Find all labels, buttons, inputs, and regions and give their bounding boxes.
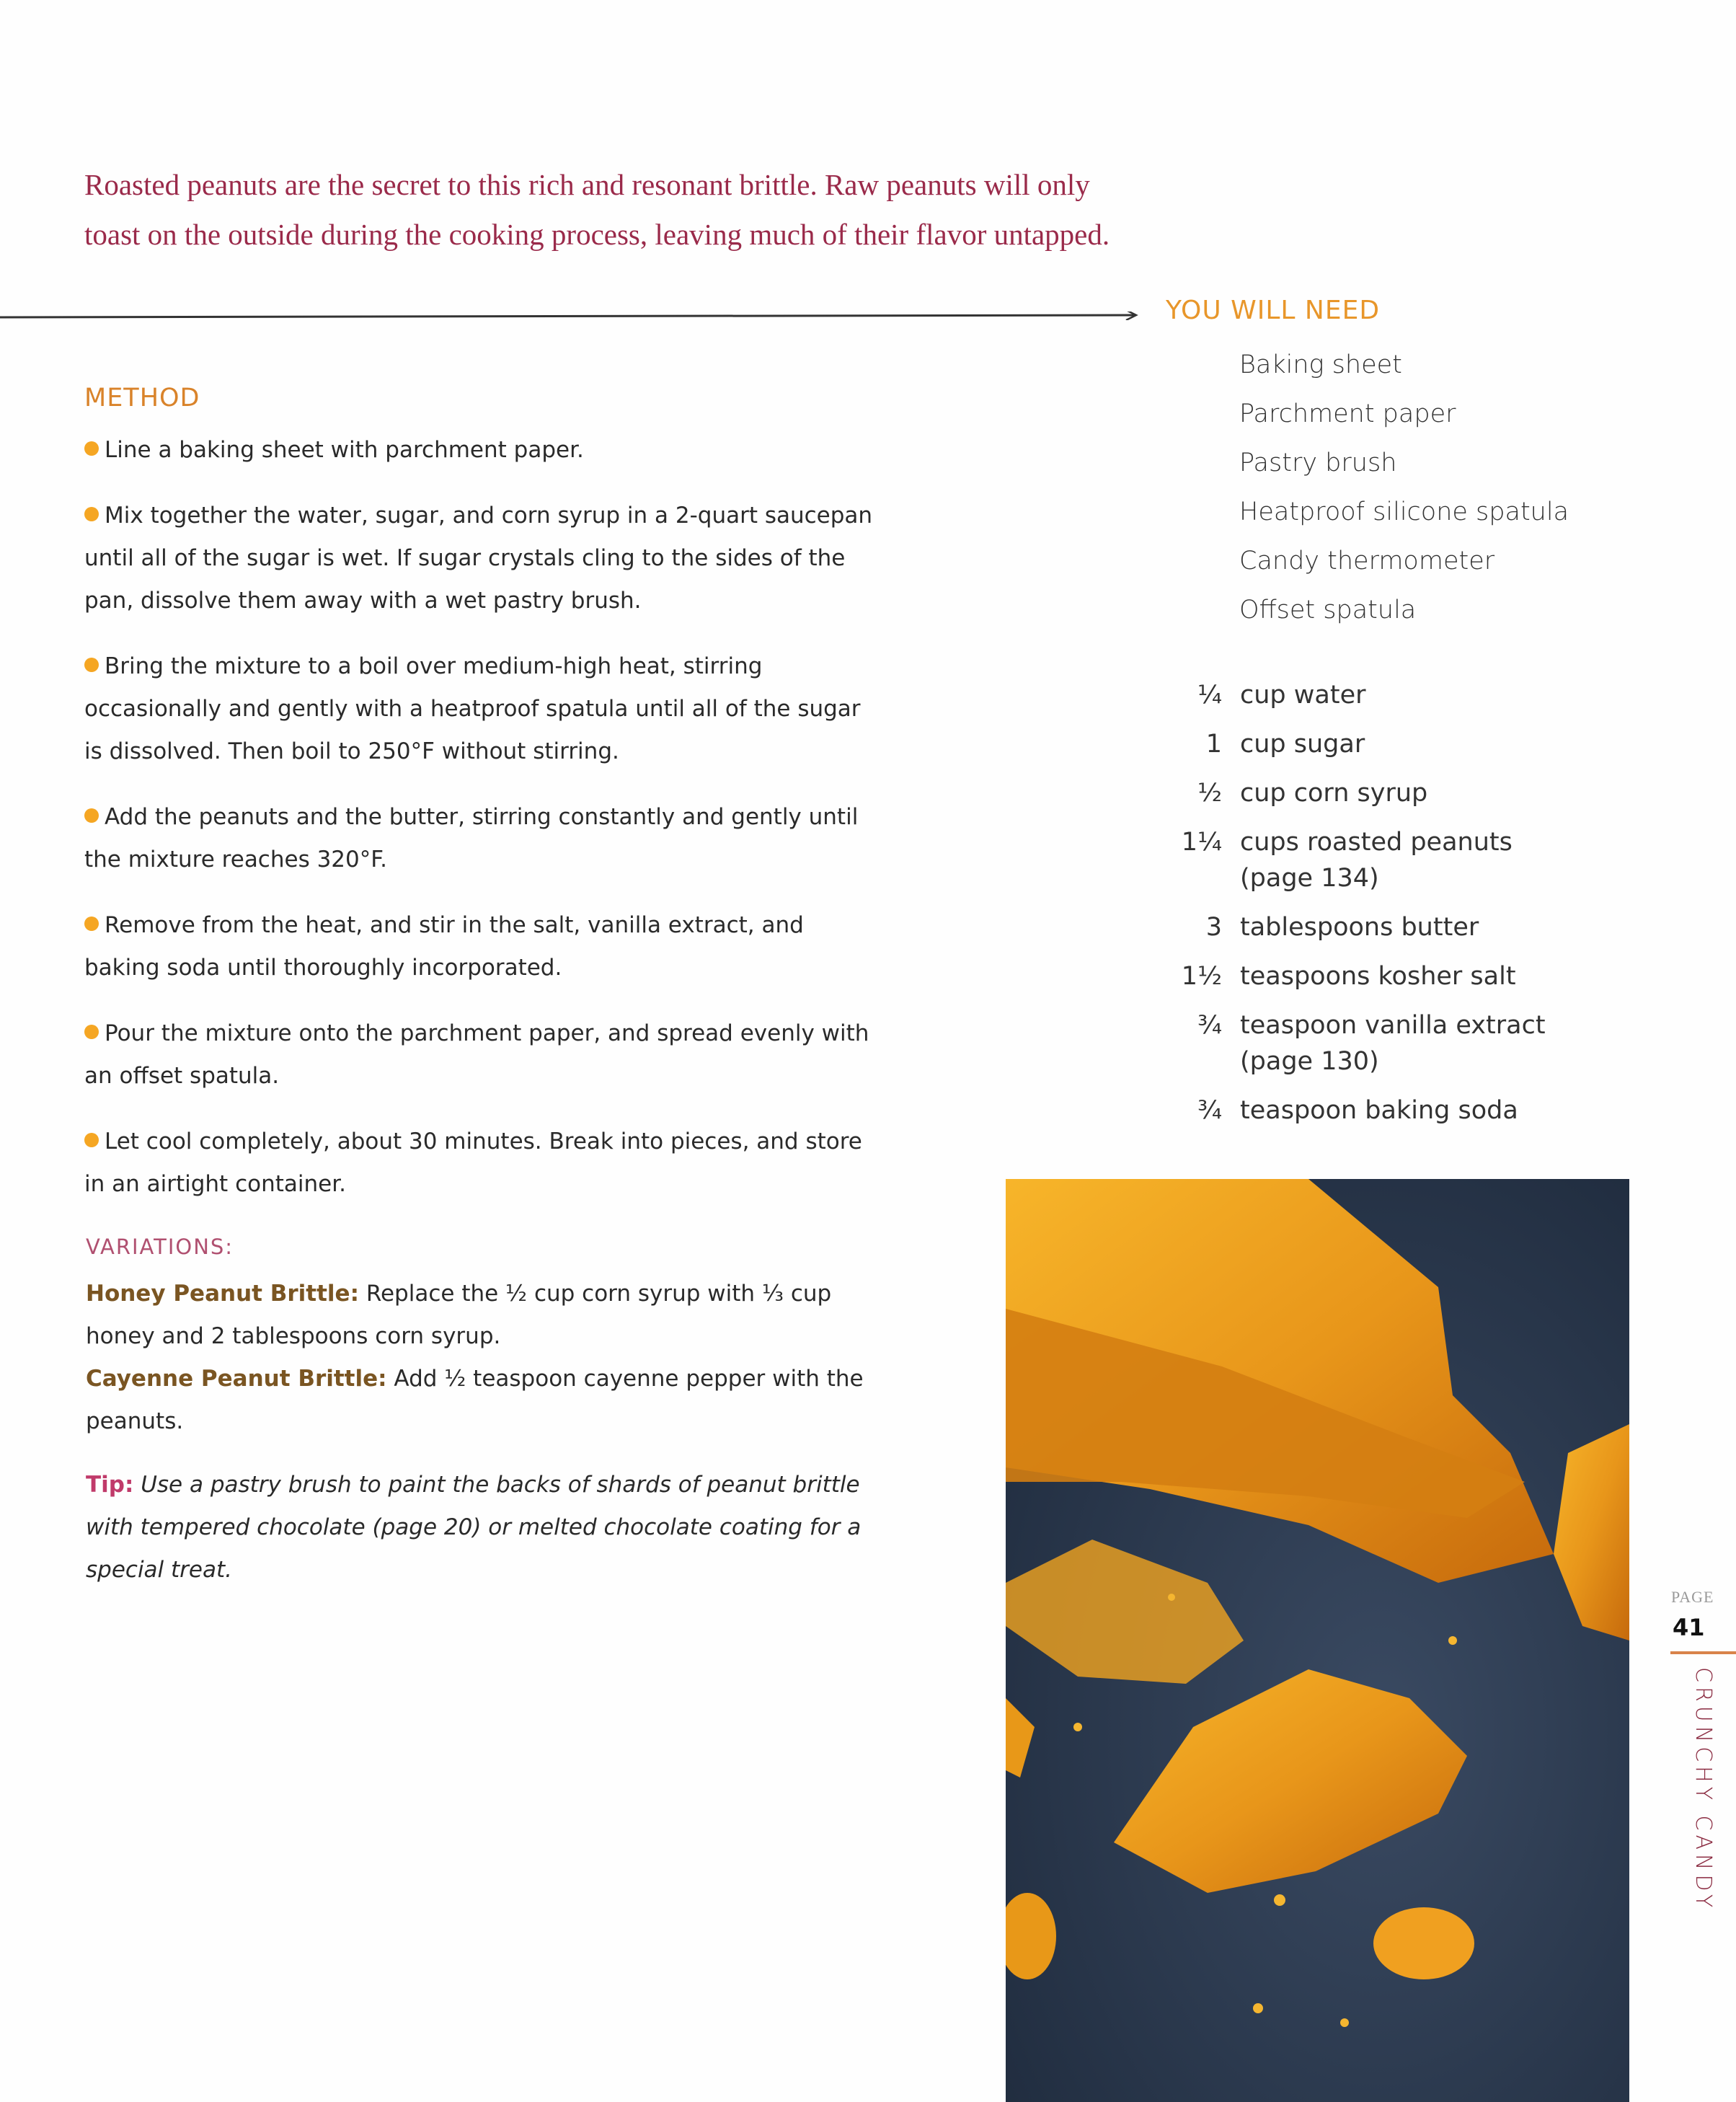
variations-list	[86, 1273, 886, 1443]
method-step	[84, 796, 885, 881]
arrow-rule	[0, 312, 1139, 320]
method-steps	[84, 429, 885, 1229]
ingredient-qty: ¾	[1197, 1096, 1222, 1125]
ingredient-qty: ½	[1197, 779, 1222, 808]
bullet-icon	[84, 1133, 99, 1147]
method-step	[84, 495, 885, 622]
tool-item: Pastry brush	[1239, 449, 1397, 477]
step-text: Pour the mixture onto the parchment paper, and spread evenly with an offset spatula.	[84, 1020, 869, 1089]
page-label: PAGE	[1671, 1588, 1714, 1606]
variations-heading: VARIATIONS:	[86, 1235, 234, 1259]
step-text: Remove from the heat, and stir in the salt, vanilla extract, and baking soda until thoroughly incorporated.	[84, 912, 804, 981]
method-step	[84, 904, 885, 989]
method-step	[84, 429, 885, 472]
ingredient-qty: ¾	[1197, 1011, 1222, 1040]
ingredient-qty: 3	[1205, 913, 1222, 942]
you-will-need-heading: YOU WILL NEED	[1166, 296, 1381, 325]
ingredient-name: cup corn syrup	[1240, 779, 1428, 808]
step-text: Bring the mixture to a boil over medium-high heat, stirring occasionally and gently with a heatproof spatula until all of the sugar is dissolved. Then boil to 250°F without stirring.	[84, 653, 861, 764]
tool-item: Candy thermometer	[1239, 547, 1495, 575]
step-text: Add the peanuts and the butter, stirring constantly and gently until the mixture reaches 320°F.	[84, 804, 859, 873]
tool-item: Baking sheet	[1239, 350, 1402, 379]
ingredient-item	[1153, 903, 1615, 952]
step-text: Mix together the water, sugar, and corn syrup in a 2-quart saucepan until all of the sugar is wet. If sugar crystals cling to the sides of the pan, dissolve them away with a wet pastry brush.	[84, 503, 873, 614]
variation-item	[86, 1273, 886, 1358]
ingredient-name: teaspoon vanilla extract (page 130)	[1240, 1011, 1546, 1076]
bullet-icon	[84, 808, 99, 823]
ingredient-qty: ¼	[1197, 681, 1222, 710]
tool-item: Heatproof silicone spatula	[1239, 498, 1569, 526]
ingredient-item	[1153, 769, 1615, 818]
page-divider	[1670, 1651, 1736, 1654]
variation-text: Add ½ teaspoon cayenne pepper with the peanuts.	[86, 1366, 864, 1434]
bullet-icon	[84, 441, 99, 456]
bullet-icon	[84, 1025, 99, 1039]
tool-item: Offset spatula	[1239, 596, 1417, 624]
bullet-icon	[84, 507, 99, 521]
intro-paragraph: Roasted peanuts are the secret to this rich and resonant brittle. Raw peanuts will only toast on the outside during the cooking process, leaving much of their flavor untapped.	[84, 168, 1110, 251]
ingredient-item	[1153, 1086, 1615, 1135]
ingredients-list	[1153, 671, 1615, 1135]
photo-illustration	[1006, 1179, 1629, 2102]
ingredient-item	[1153, 952, 1615, 1001]
tools-list	[1239, 340, 1569, 635]
method-heading: METHOD	[84, 384, 200, 412]
method-step	[84, 1121, 885, 1206]
tool-item: Parchment paper	[1239, 399, 1456, 428]
ingredient-item	[1153, 671, 1615, 720]
method-step	[84, 1012, 885, 1098]
ingredient-qty: 1¼	[1181, 828, 1222, 857]
section-title: CRUNCHY CANDY	[1691, 1667, 1716, 1912]
ingredient-name: cups roasted peanuts (page 134)	[1240, 828, 1513, 893]
step-text: Let cool completely, about 30 minutes. Break into pieces, and store in an airtight container.	[84, 1129, 862, 1197]
ingredient-name: cup sugar	[1240, 730, 1365, 759]
tip-text: Use a pastry brush to paint the backs of shards of peanut brittle with tempered chocolate (page 20) or melted chocolate coating for a special treat.	[86, 1472, 862, 1583]
variation-item	[86, 1358, 886, 1443]
tip-label: Tip:	[86, 1472, 134, 1498]
variation-name: Cayenne Peanut Brittle:	[86, 1366, 387, 1392]
ingredient-item	[1153, 824, 1615, 896]
ingredient-qty: 1½	[1181, 962, 1222, 991]
page-number: 41	[1673, 1614, 1705, 1641]
step-text: Line a baking sheet with parchment paper.	[105, 437, 584, 463]
bullet-icon	[84, 658, 99, 672]
ingredient-name: tablespoons butter	[1240, 913, 1479, 942]
peanut-brittle-photo	[1006, 1179, 1629, 2102]
ingredient-name: teaspoon baking soda	[1240, 1096, 1518, 1125]
ingredient-name: cup water	[1240, 681, 1366, 710]
ingredient-item	[1153, 1007, 1615, 1079]
ingredient-item	[1153, 720, 1615, 769]
ingredient-name: teaspoons kosher salt	[1240, 962, 1516, 991]
variation-text: Replace the ½ cup corn syrup with ⅓ cup honey and 2 tablespoons corn syrup.	[86, 1281, 832, 1349]
tip	[86, 1464, 886, 1591]
variation-name: Honey Peanut Brittle:	[86, 1281, 359, 1307]
method-step	[84, 645, 885, 773]
ingredient-qty: 1	[1205, 730, 1222, 759]
bullet-icon	[84, 917, 99, 931]
